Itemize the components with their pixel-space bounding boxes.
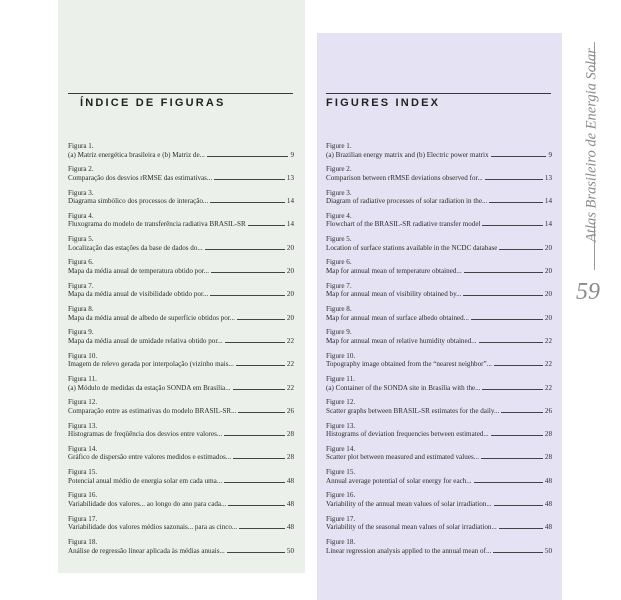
figure-entry <box>326 258 552 281</box>
figure-page-number: 14 <box>544 197 552 206</box>
figure-caption-line <box>68 430 294 439</box>
figure-page-number: 22 <box>286 336 294 345</box>
figure-caption-line <box>326 477 552 486</box>
figure-page-number: 28 <box>286 430 294 439</box>
figure-label: Figure 1. <box>326 142 352 150</box>
leader-line <box>239 528 285 529</box>
leader-line <box>501 412 543 413</box>
figure-list-pt <box>68 142 294 561</box>
figure-label: Figura 11. <box>68 374 97 383</box>
figure-label: Figura 5. <box>68 235 94 244</box>
figure-page-number: 20 <box>544 313 552 322</box>
figure-label: Figure 6. <box>326 258 352 267</box>
page-number: 59 <box>576 279 600 305</box>
figure-caption-line <box>326 337 552 346</box>
figure-caption-line <box>326 267 552 276</box>
leader-line <box>214 179 285 180</box>
figure-caption: Variabilidade dos valores... ao longo do ano para cada... <box>68 500 227 509</box>
figure-label: Figura 4. <box>68 211 94 220</box>
figure-caption: Variability of the seasonal mean values of solar irradiation... <box>326 523 497 532</box>
leader-line <box>211 272 285 273</box>
figure-caption-line <box>68 547 294 556</box>
figure-page-number: 20 <box>544 290 552 299</box>
figure-page-number: 28 <box>544 453 552 462</box>
figure-entry <box>68 235 294 258</box>
figure-page-number: 20 <box>286 267 294 276</box>
leader-line <box>237 319 285 320</box>
figure-page-number: 50 <box>286 546 294 555</box>
leader-line <box>491 435 543 436</box>
figure-label: Figure 12. <box>326 398 356 407</box>
figure-caption: Variabilidade dos valores médios sazonais... para as cinco... <box>68 523 238 532</box>
figure-caption-line <box>68 384 294 393</box>
leader-line <box>489 202 543 203</box>
figure-entry <box>68 515 294 538</box>
leader-line <box>224 482 285 483</box>
figure-caption-line <box>326 151 552 160</box>
figure-page-number: 20 <box>286 313 294 322</box>
figure-entry <box>68 352 294 375</box>
figure-entry <box>68 212 294 235</box>
leader-line <box>494 365 543 366</box>
figure-entry <box>326 445 552 468</box>
leader-line <box>493 552 543 553</box>
figure-label: Figure 16. <box>326 491 356 500</box>
figure-entry <box>68 445 294 468</box>
figure-label: Figura 15. <box>68 468 98 477</box>
figure-entry <box>326 398 552 421</box>
figure-entry <box>68 491 294 514</box>
figure-caption: (a) Container of the SONDA site in Brasília with the... <box>326 383 481 392</box>
figure-caption-line <box>68 220 294 229</box>
figure-caption: Map for annual mean of surface albedo obtained... <box>326 313 470 322</box>
figure-label: Figure 13. <box>326 421 356 430</box>
leader-line <box>233 389 285 390</box>
figure-page-number: 48 <box>286 500 294 509</box>
leader-line <box>228 505 285 506</box>
index-heading-en: FIGURES INDEX <box>326 97 441 109</box>
leader-line <box>463 295 542 296</box>
figure-page-number: 22 <box>286 383 294 392</box>
figure-caption: Flowchart of the BRASIL-SR radiative transfer model <box>326 220 481 229</box>
figure-caption: Location of surface stations available in the NCDC database <box>326 243 498 252</box>
figure-entry <box>326 491 552 514</box>
figure-caption-line <box>68 290 294 299</box>
figure-caption-line <box>68 523 294 532</box>
figure-caption: Potencial anual médio de energia solar em cada uma... <box>68 476 223 485</box>
figure-entry <box>68 468 294 491</box>
figure-entry <box>326 165 552 188</box>
figure-caption-line <box>68 477 294 486</box>
figure-entry <box>326 328 552 351</box>
figure-caption-line <box>326 290 552 299</box>
figure-entry <box>326 515 552 538</box>
figure-caption-line <box>326 220 552 229</box>
heading-rule <box>326 93 551 94</box>
figure-caption: Mapa da média anual de umidade relativa obtido por... <box>68 336 223 345</box>
figure-caption: Map for annual mean of temperature obtained... <box>326 267 462 276</box>
figure-entry <box>68 165 294 188</box>
figure-page-number: 22 <box>286 360 294 369</box>
figure-page-number: 14 <box>544 220 552 229</box>
figure-label: Figura 17. <box>68 514 98 523</box>
leader-line <box>210 295 285 296</box>
figure-caption: Localização das estações da base de dados do... <box>68 243 203 252</box>
leader-line <box>225 342 285 343</box>
figure-page-number: 48 <box>286 523 294 532</box>
figure-caption: Scatter plot between measured and estimated values... <box>326 453 480 462</box>
figure-caption: Gráfico de dispersão entre valores medidos e estimados... <box>68 453 232 462</box>
leader-line <box>464 272 543 273</box>
figure-entry <box>68 375 294 398</box>
figure-caption: Fluxograma do modelo de transferência radiativa BRASIL-SR <box>68 220 246 229</box>
figure-entry <box>326 468 552 491</box>
figure-caption-line <box>68 267 294 276</box>
figure-label: Figura 18. <box>68 538 98 547</box>
figure-page-number: 20 <box>544 243 552 252</box>
figure-page-number: 50 <box>544 546 552 555</box>
figure-caption-line <box>326 244 552 253</box>
figure-caption: Map for annual mean of visibility obtained by... <box>326 290 462 299</box>
figure-caption: Imagem de relevo gerada por interpolação (vizinho mais... <box>68 360 234 369</box>
figure-caption-line <box>326 174 552 183</box>
figure-page-number: 48 <box>544 476 552 485</box>
figure-caption: Variability of the annual mean values of solar irradiation... <box>326 500 492 509</box>
figure-label: Figure 9. <box>326 328 352 337</box>
figure-list-en <box>326 142 552 561</box>
leader-line <box>227 552 285 553</box>
figure-caption-line <box>326 360 552 369</box>
figure-caption: Mapa da média anual de visibilidade obtido por... <box>68 290 209 299</box>
figure-page-number: 48 <box>544 500 552 509</box>
leader-line <box>499 249 543 250</box>
leader-line <box>205 249 285 250</box>
figure-caption: Histograms of deviation frequencies between estimated... <box>326 430 489 439</box>
figure-page-number: 22 <box>544 360 552 369</box>
figure-label: Figura 10. <box>68 351 98 360</box>
figure-caption-line <box>68 314 294 323</box>
figure-page-number: 28 <box>286 453 294 462</box>
figure-label: Figure 8. <box>326 305 352 314</box>
figure-label: Figure 15. <box>326 468 356 477</box>
leader-line <box>207 156 289 157</box>
figure-caption: Annual average potential of solar energy for each... <box>326 476 472 485</box>
figure-entry <box>326 235 552 258</box>
figure-entry <box>68 305 294 328</box>
figure-caption-line <box>68 174 294 183</box>
leader-line <box>479 342 543 343</box>
figure-page-number: 14 <box>286 197 294 206</box>
leader-line <box>482 389 542 390</box>
figure-caption-line <box>68 151 294 160</box>
figure-page-number: 26 <box>544 406 552 415</box>
figure-label: Figure 14. <box>326 444 356 453</box>
figure-entry <box>68 258 294 281</box>
figure-caption: Mapa da média anual de temperatura obtido por... <box>68 267 210 276</box>
figure-page-number: 9 <box>548 150 552 159</box>
leader-line <box>238 412 284 413</box>
leader-line <box>471 319 543 320</box>
leader-line <box>236 365 285 366</box>
figure-caption: Análise de regressão linear aplicada às médias anuais... <box>68 546 225 555</box>
figure-label: Figure 7. <box>326 281 352 290</box>
book-title-vertical: Atlas Brasileiro de Energia Solar <box>583 48 600 242</box>
figure-caption: Linear regression analysis applied to the annual mean of... <box>326 546 492 555</box>
figure-label: Figura 12. <box>68 398 98 407</box>
figure-caption-line <box>68 453 294 462</box>
figure-caption-line <box>68 360 294 369</box>
figure-caption: Diagrama simbólico dos processos de interação... <box>68 197 209 206</box>
figure-entry <box>68 189 294 212</box>
heading-rule <box>68 93 293 94</box>
figure-label: Figure 2. <box>326 165 352 174</box>
leader-line <box>499 528 543 529</box>
figure-entry <box>326 282 552 305</box>
figure-caption-line <box>68 500 294 509</box>
figure-label: Figure 11. <box>326 374 355 383</box>
figure-label: Figura 16. <box>68 491 98 500</box>
figure-entry <box>68 328 294 351</box>
figure-page-number: 14 <box>286 220 294 229</box>
figure-label: Figure 18. <box>326 538 356 547</box>
figure-page-number: 22 <box>544 383 552 392</box>
figure-entry <box>326 212 552 235</box>
figure-caption-line <box>68 407 294 416</box>
figure-caption: Diagram of radiative processes of solar radiation in the... <box>326 197 488 206</box>
figure-entry <box>68 398 294 421</box>
figure-label: Figure 5. <box>326 235 352 244</box>
figure-entry <box>326 305 552 328</box>
figure-entry <box>326 538 552 561</box>
figure-page-number: 20 <box>286 243 294 252</box>
leader-line <box>485 179 543 180</box>
figure-page-number: 9 <box>290 150 294 159</box>
figure-page-number: 48 <box>286 476 294 485</box>
leader-line <box>224 435 285 436</box>
leader-line <box>233 458 285 459</box>
figure-label: Figure 4. <box>326 211 352 220</box>
figure-caption-line <box>326 407 552 416</box>
figure-entry <box>68 142 294 165</box>
figure-caption: (a) Módulo de medidas da estação SONDA em Brasília... <box>68 383 231 392</box>
figure-page-number: 20 <box>286 290 294 299</box>
figure-entry <box>326 352 552 375</box>
figure-label: Figura 3. <box>68 188 94 197</box>
figure-label: Figure 3. <box>326 188 352 197</box>
leader-line <box>474 482 543 483</box>
figure-caption-line <box>68 244 294 253</box>
figure-page-number: 28 <box>544 430 552 439</box>
figure-caption-line <box>326 197 552 206</box>
figure-label: Figura 1. <box>68 142 94 150</box>
figure-caption-line <box>326 384 552 393</box>
leader-line <box>491 156 547 157</box>
figure-caption: (a) Matriz energética brasileira e (b) Matriz de... <box>68 150 205 159</box>
figure-page-number: 26 <box>286 406 294 415</box>
figure-caption-line <box>326 314 552 323</box>
figure-label: Figura 8. <box>68 305 94 314</box>
figure-caption: Topography image obtained from the “nearest neighbor”... <box>326 360 492 369</box>
figure-entry <box>326 189 552 212</box>
figure-entry <box>326 422 552 445</box>
index-heading-pt: ÍNDICE DE FIGURAS <box>80 97 226 109</box>
leader-line <box>481 458 543 459</box>
figure-label: Figura 2. <box>68 165 94 174</box>
leader-line <box>482 225 542 226</box>
figure-caption-line <box>326 500 552 509</box>
figure-caption: Histogramas de freqüência dos desvios entre valores... <box>68 430 223 439</box>
figure-caption-line <box>326 547 552 556</box>
figure-caption-line <box>68 197 294 206</box>
figure-entry <box>326 375 552 398</box>
figure-caption-line <box>326 453 552 462</box>
figure-caption-line <box>68 337 294 346</box>
figure-label: Figura 13. <box>68 421 98 430</box>
figure-label: Figure 10. <box>326 351 356 360</box>
figure-caption: Mapa da média anual de albedo de superfície obtidos por... <box>68 313 236 322</box>
figure-entry <box>68 282 294 305</box>
figure-label: Figura 6. <box>68 258 94 267</box>
figure-caption-line <box>326 430 552 439</box>
figure-page-number: 20 <box>544 267 552 276</box>
leader-line <box>248 225 285 226</box>
figure-entry <box>326 142 552 165</box>
leader-line <box>210 202 285 203</box>
figure-page-number: 22 <box>544 336 552 345</box>
figure-page-number: 13 <box>544 173 552 182</box>
leader-line <box>494 505 543 506</box>
figure-caption: Comparison between rRMSE deviations observed for... <box>326 173 483 182</box>
figure-caption-line <box>326 523 552 532</box>
figure-entry <box>68 538 294 561</box>
figure-caption: Scatter graphs between BRASIL-SR estimates for the daily... <box>326 406 500 415</box>
figure-caption: Comparação dos desvios rRMSE das estimativas... <box>68 173 213 182</box>
figure-label: Figura 7. <box>68 281 94 290</box>
figure-caption: Map for annual mean of relative humidity obtained... <box>326 336 477 345</box>
figure-page-number: 13 <box>286 173 294 182</box>
figure-label: Figura 9. <box>68 328 94 337</box>
figure-page-number: 48 <box>544 523 552 532</box>
figure-label: Figure 17. <box>326 514 356 523</box>
figure-caption: Comparação entre as estimativas do modelo BRASIL-SR... <box>68 406 237 415</box>
figure-label: Figura 14. <box>68 444 98 453</box>
figure-caption: (a) Brazilian energy matrix and (b) Electric power matrix <box>326 150 489 159</box>
figure-entry <box>68 422 294 445</box>
